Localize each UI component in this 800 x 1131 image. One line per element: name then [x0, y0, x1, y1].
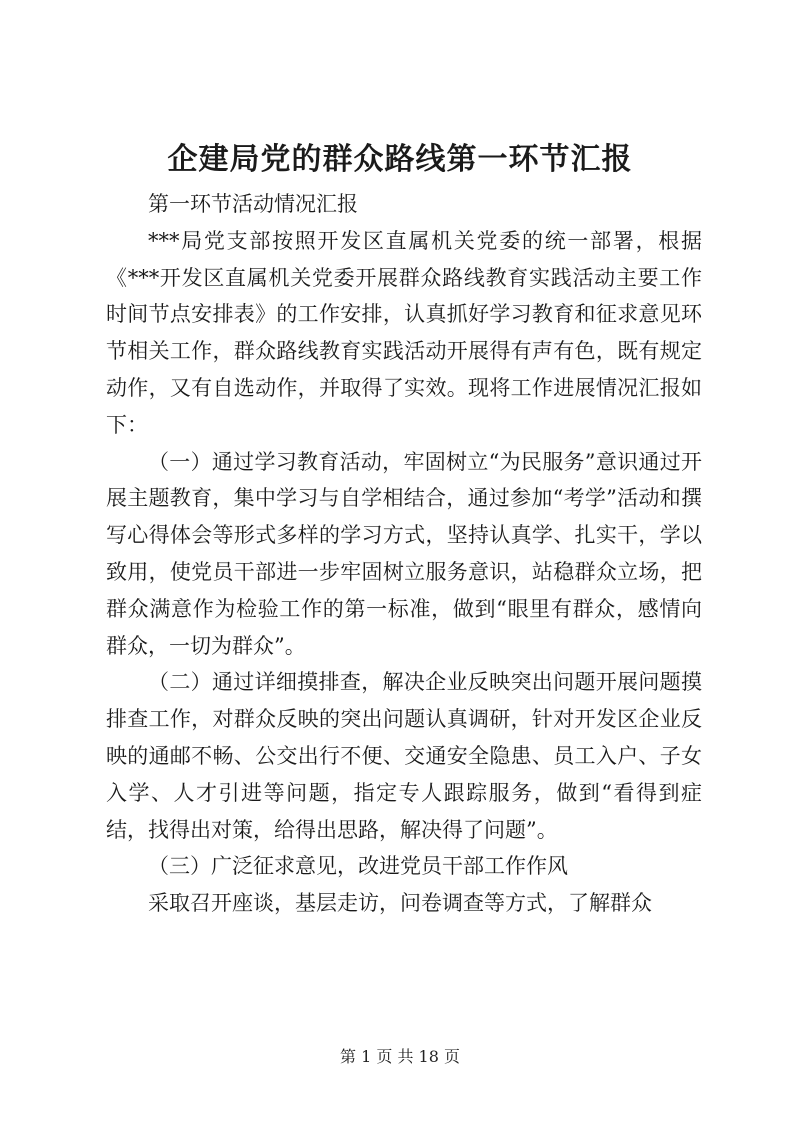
paragraph-section-2: （二）通过详细摸排查，解决企业反映突出问题开展问题摸排查工作，对群众反映的突出问题认真调研，针对开发区企业反映的通邮不畅、公交出行不便、交通安全隐患、员工入户、子女入学、人才引进等问题，指定专人跟踪服务，做到“看得到症结，找得出对策，给得出思路，解决得了问题”。 — [106, 670, 702, 842]
document-title: 企建局党的群众路线第一环节汇报 — [167, 142, 633, 177]
paragraph-intro: ***局党支部按照开发区直属机关党委的统一部署，根据《***开发区直属机关党委开展群众路线教育实践活动主要工作时间节点安排表》的工作安排，认真抓好学习教育和征求意见环节相关工作，群众路线教育实践活动开展得有声有色，既有规定动作，又有自选动作，并取得了实效。现将工作进展情况汇报如下： — [106, 228, 702, 437]
paragraph-section-1: （一）通过学习教育活动，牢固树立“为民服务”意识通过开展主题教育，集中学习与自学相结合，通过参加“考学”活动和撰写心得体会等形式多样的学习方式，坚持认真学、扎实干，学以致用，使党员干部进一步牢固树立服务意识，站稳群众立场，把群众满意作为检验工作的第一标准，做到“眼里有群众，感情向群众，一切为群众”。 — [106, 449, 702, 658]
page-number-footer: 第 1 页 共 18 页 — [340, 1047, 460, 1066]
paragraph-section-3-heading: （三）广泛征求意见，改进党员干部工作作风 — [148, 854, 568, 879]
document-body — [106, 186, 702, 922]
section-subtitle: 第一环节活动情况汇报 — [148, 192, 358, 216]
paragraph-section-3-body: 采取召开座谈，基层走访，问卷调查等方式，了解群众 — [148, 891, 652, 916]
